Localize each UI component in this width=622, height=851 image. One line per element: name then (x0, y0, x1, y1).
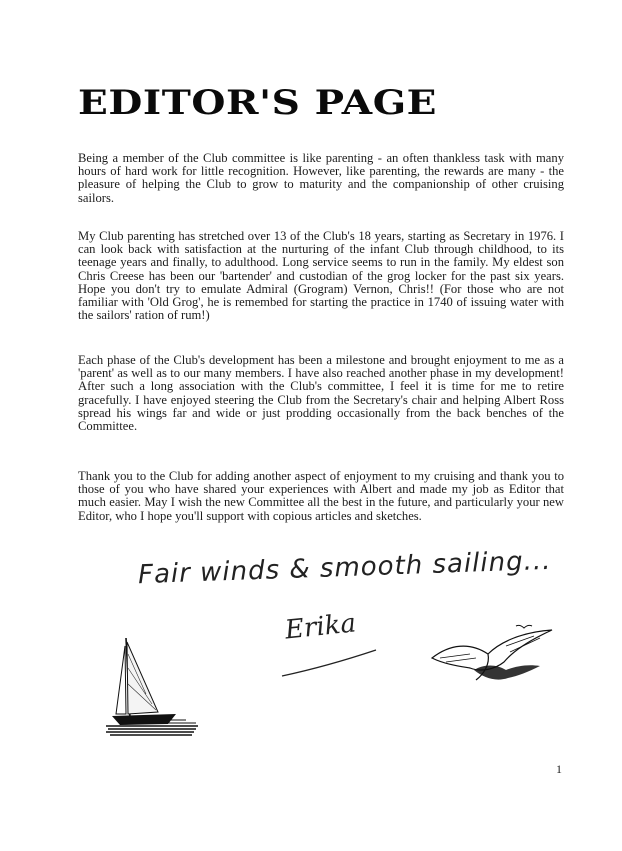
page-title: EDITOR'S PAGE (78, 83, 438, 123)
signature: Erika (283, 608, 358, 646)
signature-flourish (280, 640, 380, 680)
paragraph-intro: Being a member of the Club committee is like parenting - an often thankless task with many hours of hard work for little recognition. However, like parenting, the rewards are many - the pleasure of helping the Club to grow to maturity and the companionship of other cruising sailors. (78, 151, 564, 205)
sailboat-sketch-icon (106, 634, 198, 736)
paragraph-development: Each phase of the Club's development has been a milestone and brought enjoyment to me as a 'parent' as well as to our many members. I have also reached another phase in my development! After such a long association with the Club's committee, I feel it is time for me to retire gracefully. I have enjoyed steering the Club from the Secretary's chair and helping Albert Ross spread his wings far and wide or just prodding occasionally from the back benches of the Committee. (78, 353, 564, 434)
page-number: 1 (556, 762, 562, 776)
paragraph-thank-you: Thank you to the Club for adding another aspect of enjoyment to my cruising and thank you to those of you who have shared your experiences with Albert and made my job as Editor that much easier. May I wish the new Committee all the best in the future, and particularly your new Editor, who I hope you'll support with copious articles and sketches. (78, 469, 564, 523)
handwritten-closing: Fair winds & smooth sailing... (137, 545, 552, 591)
seagulls-sketch-icon (430, 624, 554, 688)
paragraph-club-parenting: My Club parenting has stretched over 13 of the Club's 18 years, starting as Secretary in 1976. I can look back with satisfaction at the nurturing of the infant Club through childhood, to its teenage years and finally, to adulthood. Long service seems to run in the family. My eldest son Chris Creese has been our 'bartender' and custodian of the grog locker for the past six years. Hope you don't try to emulate Admiral (Grogram) Vernon, Chris!! (For those who are not familiar with 'Old Grog', he is remembed for starting the practice in 1740 of issuing water with the sailors' ration of rum!) (78, 229, 564, 323)
